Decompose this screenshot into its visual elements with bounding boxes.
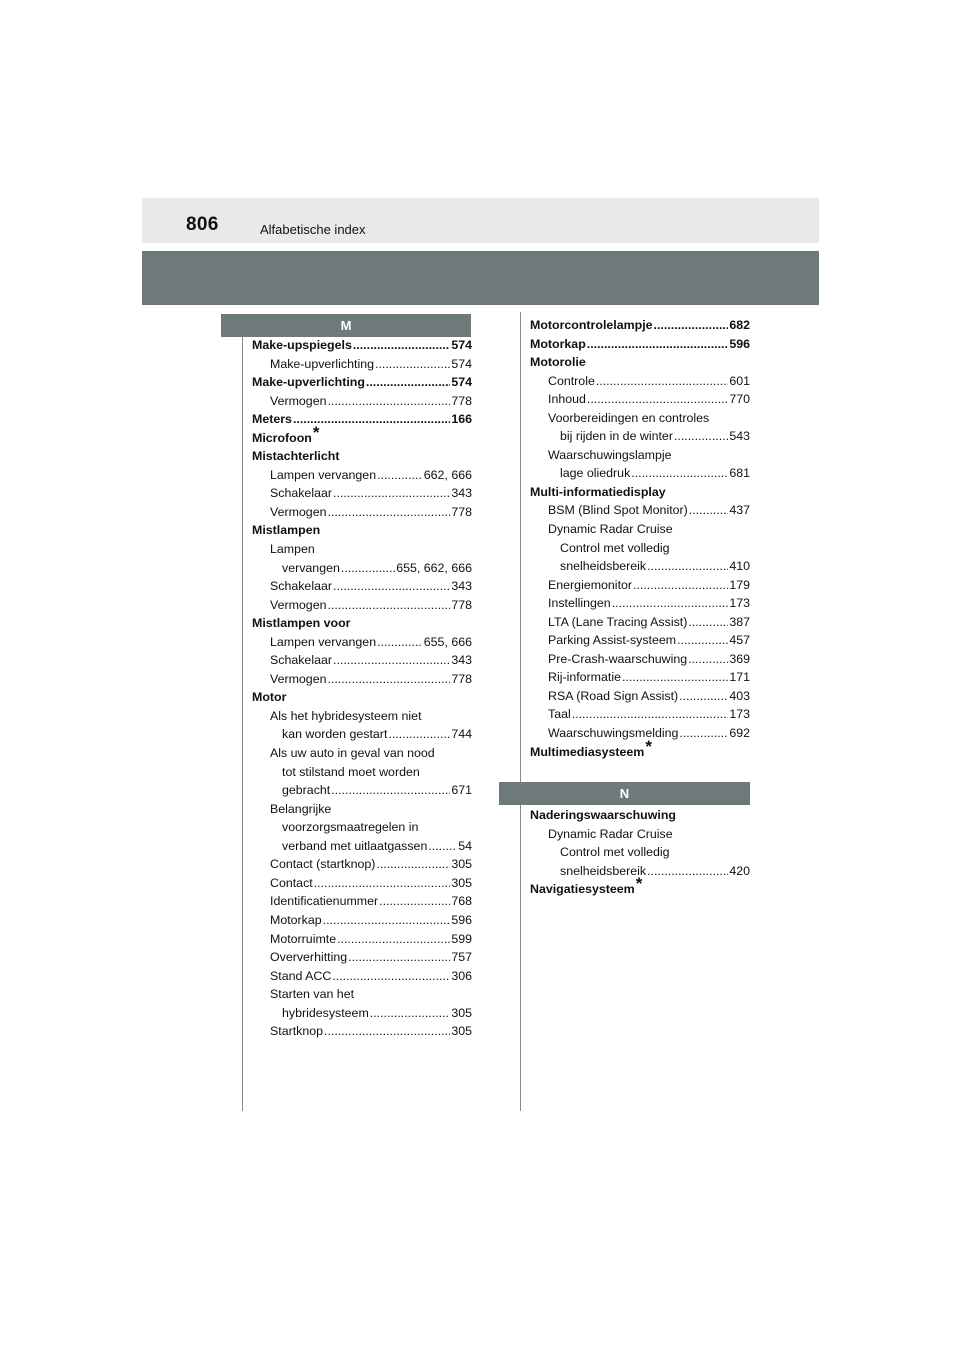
entry-page-ref[interactable]: 768	[451, 894, 472, 909]
dot-leader	[622, 668, 728, 687]
entry-label: Voorbereidingen en controles	[548, 410, 710, 425]
entry-page-ref[interactable]: 305	[451, 1005, 472, 1020]
entry-page-ref[interactable]: 770	[729, 392, 750, 407]
entry-label: Make-upverlichting	[252, 375, 365, 390]
entry-label: Inhoud	[548, 392, 586, 407]
index-entry	[252, 633, 472, 652]
entry-page-ref[interactable]: 410	[729, 559, 750, 574]
dot-leader	[348, 948, 450, 967]
dot-leader	[428, 837, 457, 856]
entry-label: Oververhitting	[270, 950, 348, 965]
dot-leader	[674, 427, 728, 446]
dot-leader	[375, 355, 450, 374]
entry-page-ref[interactable]: 420	[729, 863, 750, 878]
entry-label: snelheidsbereik	[560, 863, 647, 878]
entry-page-ref[interactable]: 306	[451, 968, 472, 983]
entry-page-ref[interactable]: 54	[458, 838, 472, 853]
header-bar	[142, 198, 819, 243]
entry-page-ref[interactable]: 343	[451, 653, 472, 668]
entry-label: Vermogen	[270, 393, 327, 408]
index-entry	[252, 373, 472, 392]
entry-label: Taal	[548, 707, 571, 722]
index-entry	[530, 705, 750, 724]
entry-page-ref[interactable]: 599	[451, 931, 472, 946]
entry-page-ref[interactable]: 403	[729, 688, 750, 703]
entry-label: Contact (startknop)	[270, 857, 376, 872]
index-entry	[252, 466, 472, 485]
entry-page-ref[interactable]: 744	[451, 727, 472, 742]
dot-leader	[379, 892, 450, 911]
dot-leader	[327, 503, 450, 522]
entry-page-ref[interactable]: 655, 662, 666	[396, 560, 472, 575]
entry-page-ref[interactable]: 778	[451, 393, 472, 408]
entry-label: Schakelaar	[270, 486, 332, 501]
dot-leader	[337, 930, 450, 949]
entry-label: RSA (Road Sign Assist)	[548, 688, 679, 703]
entry-page-ref[interactable]: 671	[451, 783, 472, 798]
entry-page-ref[interactable]: 543	[729, 429, 750, 444]
index-entry	[252, 707, 472, 726]
index-entry	[530, 874, 750, 899]
entry-label: tot stilstand moet worden	[282, 764, 420, 779]
entry-label: Controle	[548, 373, 595, 388]
entry-page-ref[interactable]: 166	[451, 412, 472, 427]
entry-label: hybridesysteem	[282, 1005, 369, 1020]
section-letter-m: M	[221, 314, 471, 337]
dot-leader	[314, 874, 451, 893]
entry-label: Naderingswaarschuwing	[530, 808, 676, 822]
index-entry	[252, 651, 472, 670]
index-entry	[530, 724, 750, 743]
entry-label: gebracht	[282, 783, 331, 798]
dot-leader	[647, 862, 728, 881]
entry-label: Starten van het	[270, 987, 355, 1002]
dot-leader	[333, 484, 450, 503]
index-entry	[530, 483, 750, 502]
index-entry	[252, 800, 472, 819]
entry-label: Vermogen	[270, 671, 327, 686]
entry-label: Control met volledig	[560, 845, 670, 860]
entry-label: Make-upspiegels	[252, 338, 352, 352]
index-entry	[530, 427, 750, 446]
entry-page-ref[interactable]: 601	[729, 373, 750, 388]
entry-label: Control met volledig	[560, 540, 670, 555]
entry-label: lage oliedruk	[560, 466, 631, 481]
entry-label: Motorkap	[530, 336, 586, 351]
entry-label: Motor	[252, 690, 287, 705]
index-entry	[252, 725, 472, 744]
dot-leader	[327, 596, 450, 615]
index-entry	[252, 355, 472, 374]
entry-label: Belangrijke	[270, 801, 332, 816]
dot-leader	[572, 705, 729, 724]
entry-label: Motorruimte	[270, 931, 337, 946]
index-entry	[252, 1022, 472, 1041]
entry-page-ref[interactable]: 457	[729, 633, 750, 648]
dot-leader	[677, 631, 728, 650]
dot-leader	[323, 911, 451, 930]
section-letter-n: N	[499, 782, 750, 805]
index-entry	[252, 422, 472, 448]
dot-leader	[327, 392, 450, 411]
entry-label: Parking Assist-systeem	[548, 633, 677, 648]
index-entry	[252, 614, 472, 633]
footnote-asterisk: *	[635, 874, 643, 894]
entry-label: Lampen vervangen	[270, 634, 377, 649]
entry-label: Motorolie	[530, 355, 586, 370]
entry-label: Energiemonitor	[548, 577, 633, 592]
index-entry	[252, 447, 472, 466]
dot-leader	[377, 466, 423, 485]
entry-label: Instellingen	[548, 596, 611, 611]
dot-leader	[631, 464, 728, 483]
dot-leader	[366, 373, 450, 392]
index-entry	[252, 521, 472, 540]
entry-label: snelheidsbereik	[560, 559, 647, 574]
entry-label: Schakelaar	[270, 653, 332, 668]
entry-page-ref[interactable]: 179	[729, 577, 750, 592]
dot-leader	[689, 501, 729, 520]
index-entry	[530, 335, 750, 354]
index-entry	[252, 930, 472, 949]
entry-label: Schakelaar	[270, 579, 332, 594]
dot-leader	[679, 687, 728, 706]
entry-page-ref[interactable]: 574	[451, 356, 472, 371]
entry-label: LTA (Lane Tracing Assist)	[548, 614, 688, 629]
dot-leader	[377, 633, 423, 652]
index-entry	[252, 484, 472, 503]
index-entry	[530, 557, 750, 576]
dot-leader	[612, 594, 729, 613]
entry-page-ref[interactable]: 692	[729, 726, 750, 741]
entry-page-ref[interactable]: 387	[729, 614, 750, 629]
dot-leader	[688, 650, 728, 669]
index-entry	[252, 410, 472, 429]
entry-label: Vermogen	[270, 597, 327, 612]
dot-leader	[341, 559, 395, 578]
index-entry	[252, 781, 472, 800]
entry-page-ref[interactable]: 778	[451, 504, 472, 519]
index-entry	[252, 670, 472, 689]
index-entry	[530, 353, 750, 372]
index-entry	[252, 892, 472, 911]
entry-label: vervangen	[282, 560, 340, 575]
dot-leader	[587, 335, 729, 354]
index-entry	[530, 613, 750, 632]
dot-leader	[333, 651, 450, 670]
entry-label: Multi-informatiedisplay	[530, 484, 666, 499]
entry-label: Lampen	[270, 542, 315, 557]
entry-label: Stand ACC	[270, 968, 332, 983]
index-entry	[252, 837, 472, 856]
index-entry	[530, 501, 750, 520]
entry-label: bij rijden in de winter	[560, 429, 673, 444]
index-entry	[530, 806, 750, 825]
index-entry	[530, 631, 750, 650]
index-entry	[252, 577, 472, 596]
index-entry	[252, 855, 472, 874]
index-entry	[530, 843, 750, 862]
index-entry	[530, 736, 750, 762]
index-entry	[252, 1004, 472, 1023]
dot-leader	[333, 577, 450, 596]
entry-label: verband met uitlaatgassen	[282, 838, 428, 853]
index-entry	[252, 559, 472, 578]
entry-label: Waarschuwingslampje	[548, 447, 672, 462]
entry-page-ref[interactable]: 305	[451, 875, 472, 890]
entry-page-ref[interactable]: 655, 666	[423, 634, 472, 649]
dot-leader	[327, 670, 450, 689]
entry-label: Dynamic Radar Cruise	[548, 522, 673, 537]
dot-leader	[654, 316, 729, 335]
entry-page-ref[interactable]: 596	[729, 336, 750, 351]
dot-leader	[388, 725, 450, 744]
entry-page-ref[interactable]: 596	[451, 912, 472, 927]
entry-page-ref[interactable]: 343	[451, 486, 472, 501]
dot-leader	[370, 1004, 451, 1023]
index-entry	[530, 316, 750, 335]
dot-leader	[647, 557, 728, 576]
entry-label: Startknop	[270, 1024, 324, 1039]
entry-page-ref[interactable]: 778	[451, 671, 472, 686]
index-entry	[252, 688, 472, 707]
index-entry	[530, 464, 750, 483]
entry-label: Lampen vervangen	[270, 467, 377, 482]
index-column-right	[530, 316, 750, 761]
index-entry	[530, 594, 750, 613]
dot-leader	[332, 967, 450, 986]
entry-label: voorzorgsmaatregelen in	[282, 820, 419, 835]
dot-leader	[324, 1022, 450, 1041]
index-entry	[530, 409, 750, 428]
entry-label: Motorkap	[270, 912, 322, 927]
entry-page-ref[interactable]: 662, 666	[423, 467, 472, 482]
dot-leader	[688, 613, 728, 632]
column-divider-left	[242, 336, 243, 1111]
dot-leader	[679, 724, 728, 743]
index-column-left	[252, 336, 472, 1041]
index-column-right-n	[530, 806, 750, 899]
entry-page-ref[interactable]: 574	[451, 375, 472, 390]
entry-page-ref[interactable]: 682	[729, 318, 750, 332]
index-entry	[252, 392, 472, 411]
index-entry	[530, 825, 750, 844]
dot-leader	[596, 372, 728, 391]
entry-page-ref[interactable]: 305	[451, 1024, 472, 1039]
index-entry	[530, 520, 750, 539]
entry-page-ref[interactable]: 369	[729, 651, 750, 666]
index-entry	[530, 390, 750, 409]
entry-label: BSM (Blind Spot Monitor)	[548, 503, 688, 518]
entry-label: Als het hybridesysteem niet	[270, 708, 422, 723]
entry-label: Rij-informatie	[548, 670, 621, 685]
index-entry	[530, 650, 750, 669]
entry-label: Als uw auto in geval van nood	[270, 746, 435, 761]
entry-page-ref[interactable]: 574	[451, 338, 472, 352]
index-entry	[252, 763, 472, 782]
entry-label: Vermogen	[270, 504, 327, 519]
entry-label: Mistlampen	[252, 523, 321, 538]
entry-label: Meters	[252, 412, 292, 427]
index-entry	[530, 372, 750, 391]
dot-leader	[633, 576, 728, 595]
index-entry	[252, 596, 472, 615]
index-entry	[530, 539, 750, 558]
page-title: Alfabetische index	[260, 222, 366, 237]
dot-leader	[331, 781, 450, 800]
entry-label: Multimediasysteem	[530, 744, 645, 759]
entry-label: Mistlampen voor	[252, 616, 351, 631]
footnote-asterisk: *	[645, 736, 652, 756]
entry-page-ref[interactable]: 681	[729, 466, 750, 481]
entry-label: Identificatienummer	[270, 894, 379, 909]
index-entry	[530, 576, 750, 595]
entry-label: Mistachterlicht	[252, 449, 340, 464]
entry-page-ref[interactable]: 343	[451, 579, 472, 594]
entry-label: Make-upverlichting	[270, 356, 374, 371]
dot-leader	[353, 336, 450, 355]
index-entry	[252, 985, 472, 1004]
entry-page-ref[interactable]: 171	[729, 670, 750, 685]
entry-label: Dynamic Radar Cruise	[548, 826, 673, 841]
entry-label: Navigatiesysteem	[530, 882, 635, 897]
entry-label: Waarschuwingsmelding	[548, 726, 679, 741]
entry-page-ref[interactable]: 173	[729, 707, 750, 722]
index-entry	[530, 668, 750, 687]
entry-label: Contact	[270, 875, 313, 890]
index-entry	[252, 744, 472, 763]
index-entry	[252, 948, 472, 967]
index-entry	[252, 911, 472, 930]
entry-label: Pre-Crash-waarschuwing	[548, 651, 688, 666]
entry-label: Motorcontrolelampje	[530, 318, 653, 332]
entry-page-ref[interactable]: 305	[451, 857, 472, 872]
entry-page-ref[interactable]: 437	[729, 503, 750, 518]
dot-leader	[587, 390, 728, 409]
header-band	[142, 251, 819, 305]
index-entry	[252, 540, 472, 559]
index-entry	[252, 336, 472, 355]
entry-label: Microfoon	[252, 430, 312, 445]
dot-leader	[376, 855, 450, 874]
index-entry	[252, 874, 472, 893]
index-entry	[252, 818, 472, 837]
index-entry	[252, 967, 472, 986]
entry-page-ref[interactable]: 778	[451, 597, 472, 612]
entry-label: kan worden gestart	[282, 727, 388, 742]
entry-page-ref[interactable]: 757	[451, 950, 472, 965]
column-divider-right	[520, 312, 521, 1111]
footnote-asterisk: *	[312, 422, 320, 442]
index-entry	[530, 687, 750, 706]
entry-page-ref[interactable]: 173	[729, 596, 750, 611]
index-entry	[530, 446, 750, 465]
page-number: 806	[186, 214, 219, 235]
index-entry	[252, 503, 472, 522]
